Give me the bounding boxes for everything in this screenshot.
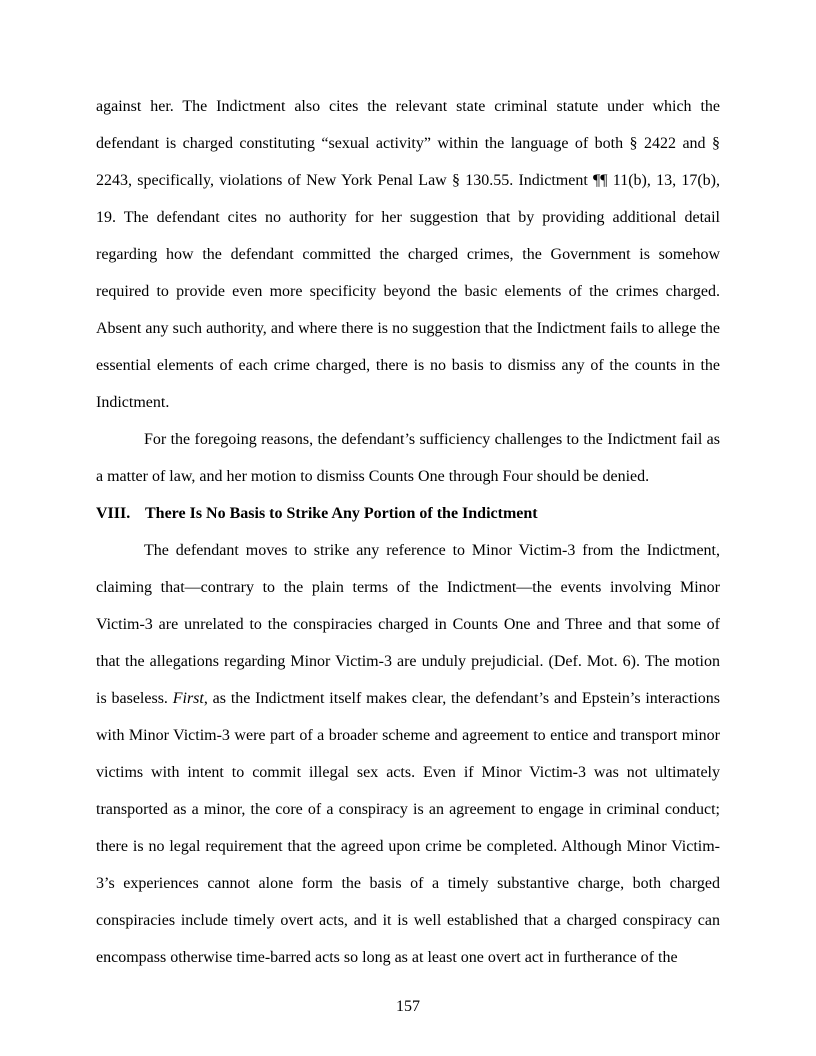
body-paragraph-3 (96, 532, 720, 976)
page-body (96, 88, 720, 976)
section-numeral: VIII. (96, 505, 131, 522)
paragraph-text: The defendant moves to strike any reference to Minor Victim-3 from the Indictment, claiming that—contrary to the plain terms of the Indictment—the events involving Minor Victim-3 are unrelated to the conspiracies charged in Counts One and Three and that some of that the allegations regarding Minor Victim-3 are unduly prejudicial. (Def. Mot. 6). The motion is baseless. (96, 542, 720, 707)
page-number: 157 (396, 998, 420, 1015)
italic-text: First (172, 690, 204, 707)
paragraph-text: , as the Indictment itself makes clear, the defendant’s and Epstein’s interactions with Minor Victim-3 were part of a broader scheme and agreement to entice and transport minor victims with intent to commit illegal sex acts. Even if Minor Victim-3 was not ultimately transported as a minor, the core of a conspiracy is an agreement to engage in criminal conduct; there is no legal requirement that the agreed upon crime be completed. Although Minor Victim-3’s experiences cannot alone form the basis of a timely substantive charge, both charged conspiracies include timely overt acts, and it is well established that a charged conspiracy can encompass otherwise time-barred acts so long as at least one overt act in furtherance of the (96, 690, 720, 966)
body-paragraph-1: against her. The Indictment also cites the relevant state criminal statute under which the defendant is charged constituting “sexual activity” within the language of both § 2422 and § 2243, specifically, violations of New York Penal Law § 130.55. Indictment ¶¶ 11(b), 13, 17(b), 19. The defendant cites no authority for her suggestion that by providing additional detail regarding how the defendant committed the charged crimes, the Government is somehow required to provide even more specificity beyond the basic elements of the crimes charged. Absent any such authority, and where there is no suggestion that the Indictment fails to allege the essential elements of each crime charged, there is no basis to dismiss any of the counts in the Indictment. (96, 98, 720, 411)
section-heading (96, 495, 720, 532)
section-title: There Is No Basis to Strike Any Portion of the Indictment (145, 505, 538, 522)
body-paragraph-2: For the foregoing reasons, the defendant’s sufficiency challenges to the Indictment fail as a matter of law, and her motion to dismiss Counts One through Four should be denied. (96, 431, 720, 485)
